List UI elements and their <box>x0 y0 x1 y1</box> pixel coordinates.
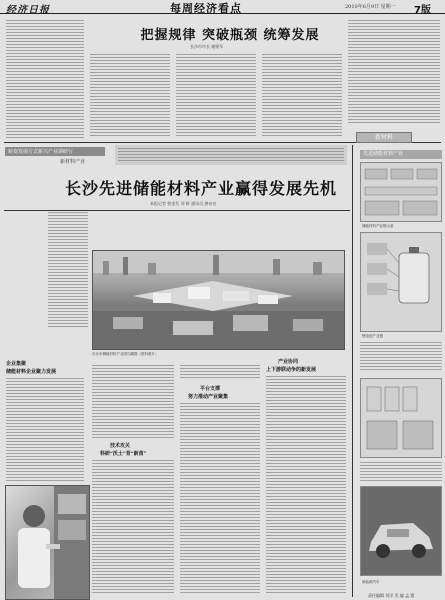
main-byline: 本报记者 曾金发 刘 畔 通讯员 唐亮亮 <box>150 201 217 206</box>
top-body-col-3 <box>176 54 256 138</box>
intro-column <box>48 212 88 327</box>
lead-text <box>118 148 344 162</box>
worker-photo <box>5 485 90 600</box>
paper-name: 经济日报 <box>6 5 50 16</box>
body-col-2 <box>92 365 174 440</box>
body-col-4 <box>266 376 346 595</box>
sidebar-caption-1: 储能材料产业链示意 <box>362 224 394 228</box>
battery-diagram-icon <box>361 233 441 331</box>
electric-car-icon <box>361 487 441 575</box>
subhead-2: 科研“沃土”育“新苗” <box>100 451 147 457</box>
flow-diagram-icon <box>361 163 441 221</box>
subhead-4: 上下游联动争的新发展 <box>266 367 317 373</box>
sidebar-caption-3: 新能源汽车 <box>362 580 380 584</box>
sidebar-text-2 <box>360 462 442 482</box>
subhead-3: 努力推动产业聚集 <box>188 394 229 400</box>
main-headline: 长沙先进储能材料产业赢得发展先机 <box>64 179 337 198</box>
sidebar-caption-2: 锂电池产业链 <box>362 334 383 338</box>
series-tag: 转变发展方式新兴产业调研行 <box>5 147 105 156</box>
sidebar-text <box>360 342 442 372</box>
sidebar-car-box <box>360 486 442 576</box>
footer-credit: 责任编辑 刘洋 美 编 孟 霞 <box>368 593 415 598</box>
column-rule-right <box>352 145 353 597</box>
sidebar-diagram-3 <box>360 378 442 458</box>
lab-worker-image <box>6 486 90 600</box>
masthead <box>0 0 445 14</box>
subhead-label-4: 产业协同 <box>278 359 299 365</box>
top-body-col-4 <box>262 54 342 138</box>
body-col-3b <box>180 403 260 595</box>
top-headline: 把握规律 突破瓶颈 统筹发展 <box>140 28 320 43</box>
body-col-1 <box>6 378 84 482</box>
series-subtitle: 新材料产业 <box>60 159 86 165</box>
top-byline: 长沙市市长 谢建军 <box>190 44 224 49</box>
sidebar-diagram-2 <box>360 232 442 332</box>
aerial-cityscape <box>93 251 345 350</box>
sidebar-diagram-1 <box>360 162 442 222</box>
top-body-col-1 <box>6 20 84 138</box>
subhead-label-3: 平台支撑 <box>200 386 221 392</box>
issue-date: 2010年6月9日 星期一 <box>345 4 396 10</box>
subhead-label-1: 企业集聚 <box>6 361 27 367</box>
sidebar-logo: 新材料 <box>356 132 412 143</box>
article-rule <box>4 210 350 211</box>
top-body-col-2 <box>90 54 170 138</box>
photo-caption: 长沙市储能材料产业园鸟瞰图（资料照片） <box>92 352 159 356</box>
section-name: 每周经济看点 <box>170 2 242 15</box>
body-col-3 <box>180 365 260 380</box>
subhead-label-2: 技术攻关 <box>110 443 131 449</box>
body-col-2b <box>92 460 174 595</box>
top-body-col-5 <box>348 20 440 125</box>
subhead-1: 储能材料企业聚力发展 <box>6 369 57 375</box>
page-number: 7版 <box>414 5 431 16</box>
industrial-park-photo <box>92 250 345 350</box>
lead-paragraph-box <box>115 145 347 165</box>
sidebar-title: 先进储能材料产业 <box>360 150 442 159</box>
cells-icon <box>361 379 441 457</box>
